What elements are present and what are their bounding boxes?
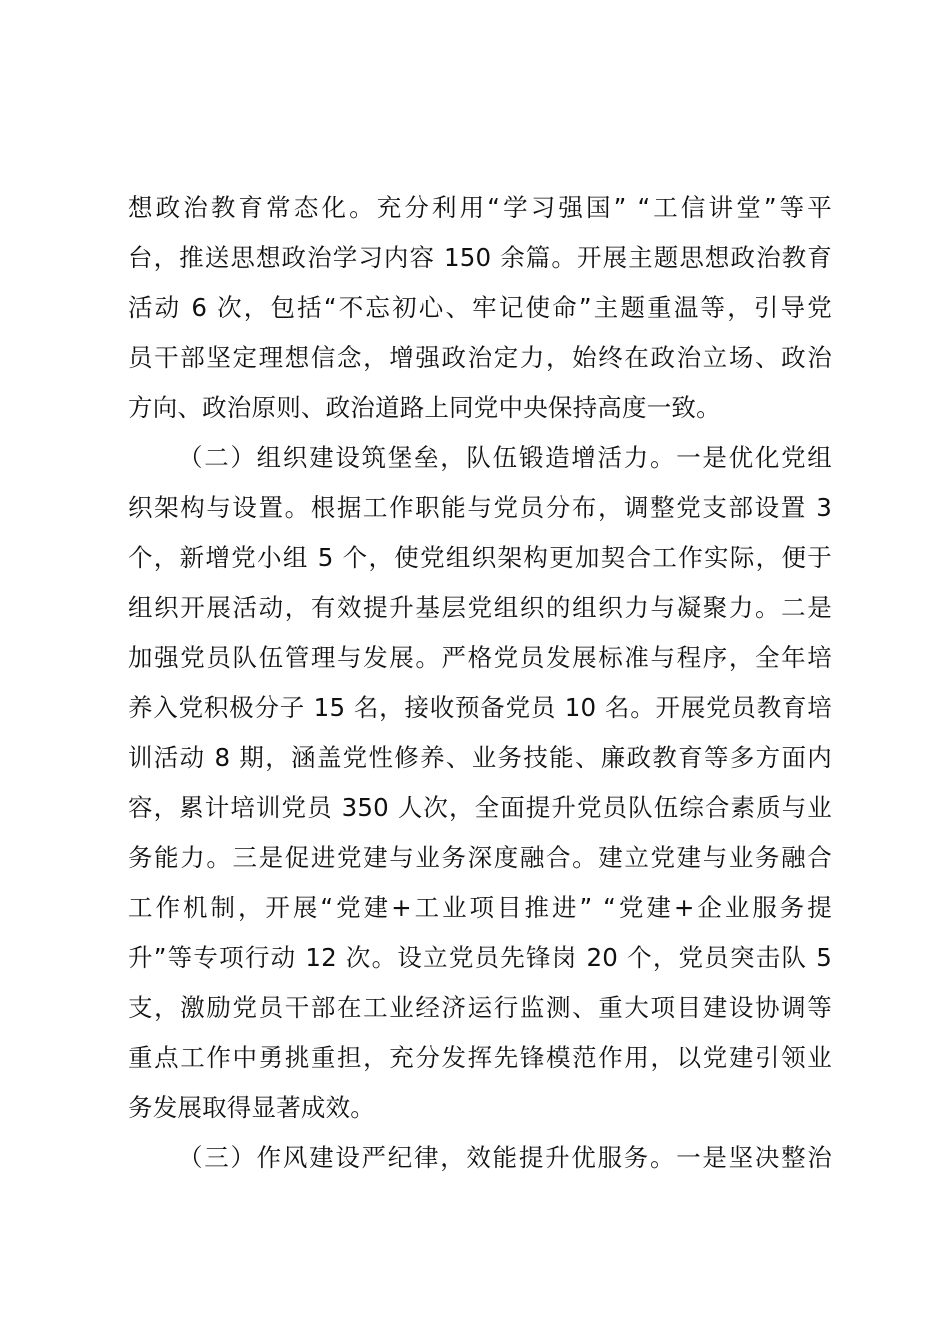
text-line: 织架构与设置。根据工作职能与党员分布，调整党支部设置 3 [128, 493, 832, 522]
text-line: 容，累计培训党员 350 人次，全面提升党员队伍综合素质与业 [128, 793, 832, 822]
text-line: 员干部坚定理想信念，增强政治定力，始终在政治立场、政治 [128, 343, 832, 372]
text-line: 工作机制，开展“党建+工业项目推进” “党建+企业服务提 [128, 893, 832, 922]
section-heading-line: （二）组织建设筑堡垒，队伍锻造增活力。一是优化党组 [178, 443, 832, 472]
text-line: 训活动 8 期，涵盖党性修养、业务技能、廉政教育等多方面内 [128, 743, 832, 772]
text-line: 组织开展活动，有效提升基层党组织的组织力与凝聚力。二是 [128, 593, 832, 622]
text-line: 务发展取得显著成效。 [128, 1093, 375, 1122]
text-line: 活动 6 次，包括“不忘初心、牢记使命”主题重温等，引导党 [128, 293, 832, 322]
text-line: 加强党员队伍管理与发展。严格党员发展标准与程序，全年培 [128, 643, 832, 672]
text-line: 务能力。三是促进党建与业务深度融合。建立党建与业务融合 [128, 843, 832, 872]
section-heading-line: （三）作风建设严纪律，效能提升优服务。一是坚决整治 [178, 1143, 832, 1172]
text-line: 重点工作中勇挑重担，充分发挥先锋模范作用，以党建引领业 [128, 1043, 832, 1072]
text-line: 想政治教育常态化。充分利用“学习强国” “工信讲堂”等平 [128, 193, 832, 222]
text-line: 方向、政治原则、政治道路上同党中央保持高度一致。 [128, 393, 721, 422]
text-line: 个，新增党小组 5 个，使党组织架构更加契合工作实际，便于 [128, 543, 832, 572]
text-line: 养入党积极分子 15 名，接收预备党员 10 名。开展党员教育培 [128, 693, 832, 722]
text-line: 升”等专项行动 12 次。设立党员先锋岗 20 个，党员突击队 5 [128, 943, 832, 972]
text-line: 台，推送思想政治学习内容 150 余篇。开展主题思想政治教育 [128, 243, 832, 272]
document-body [128, 183, 832, 1183]
text-line: 支，激励党员干部在工业经济运行监测、重大项目建设协调等 [128, 993, 832, 1022]
